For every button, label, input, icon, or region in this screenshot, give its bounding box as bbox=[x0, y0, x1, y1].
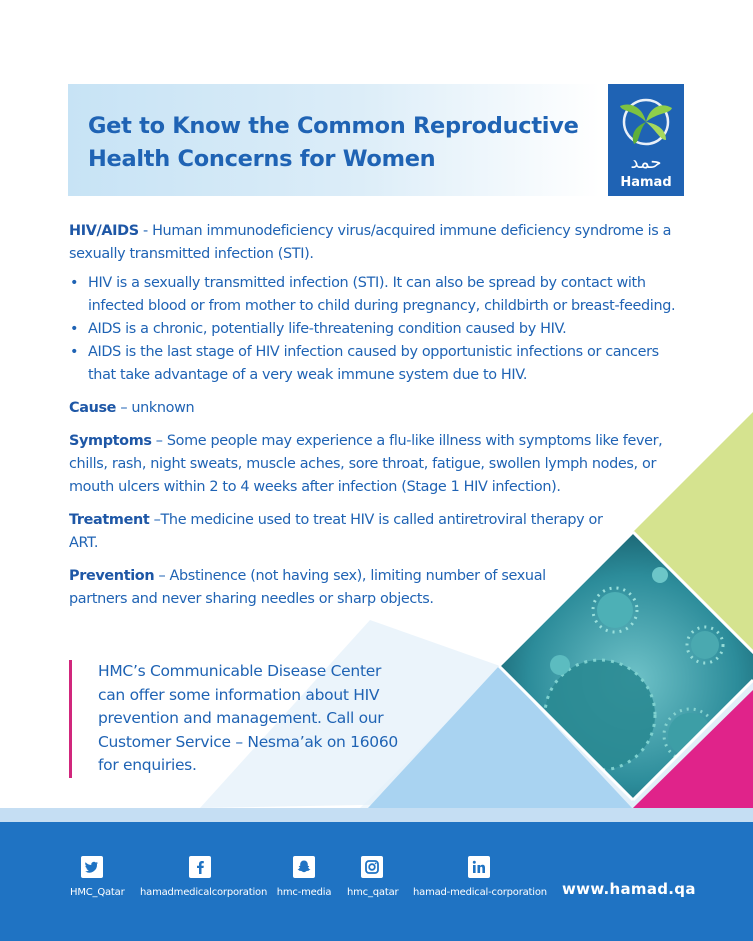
facebook-link[interactable] bbox=[140, 856, 268, 898]
twitter-icon bbox=[81, 856, 103, 878]
prevention-section bbox=[69, 565, 559, 611]
snapchat-label: hmc-media bbox=[276, 887, 332, 898]
snapchat-icon bbox=[293, 856, 315, 878]
hamad-logo bbox=[608, 84, 684, 196]
twitter-link[interactable] bbox=[70, 856, 125, 898]
website-link[interactable]: www.hamad.qa bbox=[562, 880, 696, 898]
prevention-label: Prevention bbox=[69, 568, 155, 584]
facebook-icon bbox=[189, 856, 211, 878]
main-content bbox=[69, 220, 689, 611]
list-item: • AIDS is a chronic, potentially life-threatening condition caused by HIV. bbox=[69, 318, 689, 341]
hiv-intro-text: - Human immunodeficiency virus/acquired immune deficiency syndrome is a sexually transmitted infection (STI). bbox=[69, 223, 672, 262]
callout-box: HMC’s Communicable Disease Center can offer some information about HIV prevention and management. Call our Customer Service – Nesma’ak on 16060 for enquiries. bbox=[69, 660, 408, 778]
treatment-label: Treatment bbox=[69, 512, 150, 528]
instagram-link[interactable] bbox=[347, 856, 397, 898]
cause-section bbox=[69, 397, 689, 420]
list-item: • HIV is a sexually transmitted infection (STI). It can also be spread by contact with infected blood or from mother to child during pregnancy, childbirth or breast-feeding. bbox=[69, 272, 689, 318]
leaf-logo-icon bbox=[608, 84, 684, 154]
treatment-section bbox=[69, 509, 629, 555]
linkedin-label: hamad-medical-corporation bbox=[413, 887, 547, 898]
title-line-2: Health Concerns for Women bbox=[88, 146, 436, 172]
hiv-heading: HIV/AIDS bbox=[69, 223, 139, 239]
instagram-label: hmc_qatar bbox=[347, 887, 399, 898]
instagram-icon bbox=[361, 856, 383, 878]
facebook-label: hamadmedicalcorporation bbox=[140, 887, 268, 898]
symptoms-text: – Some people may experience a flu-like illness with symptoms like fever, chills, rash, night sweats, muscle aches, sore throat, fatigue, swollen lymph nodes, or mouth ulcers within 2 to 4 weeks after infection (Stage 1 HIV infection). bbox=[69, 433, 663, 495]
hiv-bullet-list bbox=[69, 272, 689, 387]
symptoms-section bbox=[69, 430, 689, 499]
twitter-label: HMC_Qatar bbox=[70, 887, 125, 898]
treatment-text: –The medicine used to treat HIV is called antiretroviral therapy or ART. bbox=[69, 512, 603, 551]
cause-text: – unknown bbox=[116, 400, 195, 416]
linkedin-link[interactable] bbox=[413, 856, 545, 898]
logo-arabic-text: حمد bbox=[630, 152, 662, 173]
logo-brand-text: Hamad bbox=[620, 175, 672, 190]
list-item: • AIDS is the last stage of HIV infection caused by opportunistic infections or cancers that take advantage of a very weak immune system due to HIV. bbox=[69, 341, 689, 387]
snapchat-link[interactable] bbox=[276, 856, 332, 898]
prevention-text: – Abstinence (not having sex), limiting number of sexual partners and never sharing needles or sharp objects. bbox=[69, 568, 546, 607]
footer-divider bbox=[0, 808, 753, 822]
hiv-intro bbox=[69, 220, 689, 266]
page-title bbox=[88, 110, 588, 176]
cause-label: Cause bbox=[69, 400, 117, 416]
symptoms-label: Symptoms bbox=[69, 433, 152, 449]
linkedin-icon bbox=[468, 856, 490, 878]
title-line-1: Get to Know the Common Reproductive bbox=[88, 113, 579, 139]
